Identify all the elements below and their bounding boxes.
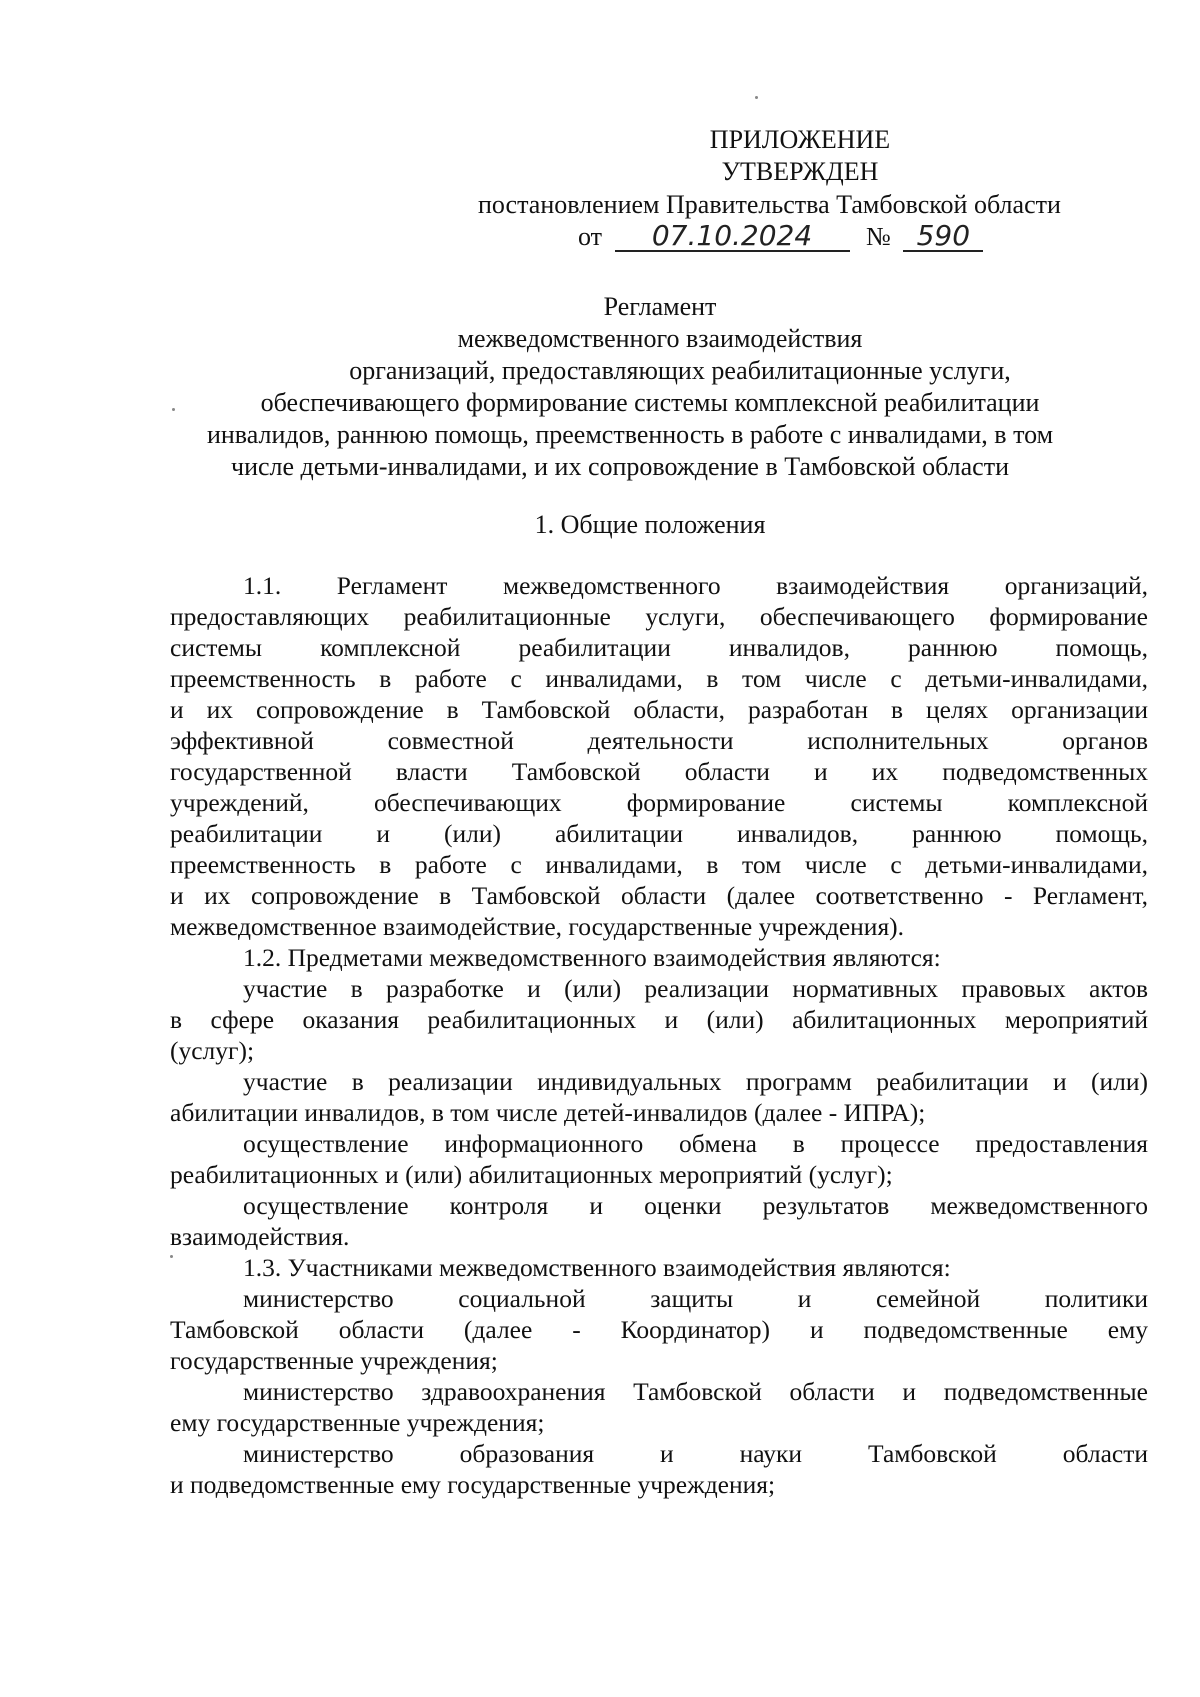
title-line-5: инвалидов, раннюю помощь, преемственность в работе с инвалидами, в том	[206, 420, 1054, 449]
section-heading: 1. Общие положения	[534, 510, 766, 539]
body-line: и их сопровождение в Тамбовской области, разработан в целях организации	[170, 695, 1148, 724]
body-line: участие в разработке и (или) реализации нормативных правовых актов	[243, 974, 1148, 1003]
body-line: осуществление информационного обмена в процессе предоставления	[243, 1129, 1148, 1158]
body-line: Тамбовской области (далее - Координатор) и подведомственные ему	[170, 1315, 1148, 1344]
title-line-4: обеспечивающего формирование системы комплексной реабилитации	[260, 388, 1040, 417]
appendix-label: ПРИЛОЖЕНИЕ	[709, 125, 891, 154]
body-line: реабилитации и (или) абилитации инвалидов, раннюю помощь,	[170, 819, 1148, 848]
body-line: 1.3. Участниками межведомственного взаимодействия являются:	[243, 1253, 951, 1282]
body-line: системы комплексной реабилитации инвалидов, раннюю помощь,	[170, 633, 1148, 662]
body-line: реабилитационных и (или) абилитационных мероприятий (услуг);	[170, 1160, 893, 1189]
body-line: (услуг);	[170, 1036, 255, 1065]
body-line: 1.1. Регламент межведомственного взаимодействия организаций,	[243, 571, 1148, 600]
body-line: абилитации инвалидов, в том числе детей-инвалидов (далее - ИПРА);	[170, 1098, 926, 1127]
body-line: министерство здравоохранения Тамбовской области и подведомственные	[243, 1377, 1148, 1406]
body-line: учреждений, обеспечивающих формирование системы комплексной	[170, 788, 1148, 817]
body-line: и их сопровождение в Тамбовской области (далее соответственно - Регламент,	[170, 881, 1148, 910]
body-line: предоставляющих реабилитационные услуги, обеспечивающего формирование	[170, 602, 1148, 631]
title-line-2: межведомственного взаимодействия	[457, 324, 863, 353]
issuer-line: постановлением Правительства Тамбовской области	[478, 190, 1061, 219]
body-line: министерство социальной защиты и семейной политики	[243, 1284, 1148, 1313]
number-label: №	[866, 222, 891, 251]
handwritten-number: 590	[903, 222, 983, 252]
body-line: осуществление контроля и оценки результатов межведомственного	[243, 1191, 1148, 1220]
body-line: государственные учреждения;	[170, 1346, 498, 1375]
title-line-6: числе детьми-инвалидами, и их сопровождение в Тамбовской области	[231, 452, 1009, 481]
body-line: преемственность в работе с инвалидами, в том числе с детьми-инвалидами,	[170, 850, 1148, 879]
body-line: ему государственные учреждения;	[170, 1408, 545, 1437]
body-line: преемственность в работе с инвалидами, в том числе с детьми-инвалидами,	[170, 664, 1148, 693]
body-line: межведомственное взаимодействие, государственные учреждения).	[170, 912, 905, 941]
title-line-1: Регламент	[603, 292, 717, 321]
date-number-line	[578, 221, 1098, 253]
scan-speck	[172, 408, 175, 411]
scan-speck	[170, 1255, 173, 1258]
from-label: от	[578, 222, 603, 251]
body-line: министерство образования и науки Тамбовской области	[243, 1439, 1148, 1468]
scan-speck	[755, 96, 758, 99]
handwritten-date: 07.10.2024	[615, 222, 850, 252]
body-line: взаимодействия.	[170, 1222, 350, 1251]
body-line: государственной власти Тамбовской области и их подведомственных	[170, 757, 1148, 786]
body-line: 1.2. Предметами межведомственного взаимодействия являются:	[243, 943, 941, 972]
title-line-3: организаций, предоставляющих реабилитационные услуги,	[349, 356, 1011, 385]
approved-label: УТВЕРЖДЕН	[721, 157, 879, 186]
body-line: участие в реализации индивидуальных программ реабилитации и (или)	[243, 1067, 1148, 1096]
body-line: в сфере оказания реабилитационных и (или) абилитационных мероприятий	[170, 1005, 1148, 1034]
body-line: и подведомственные ему государственные учреждения;	[170, 1470, 776, 1499]
body-line: эффективной совместной деятельности исполнительных органов	[170, 726, 1148, 755]
